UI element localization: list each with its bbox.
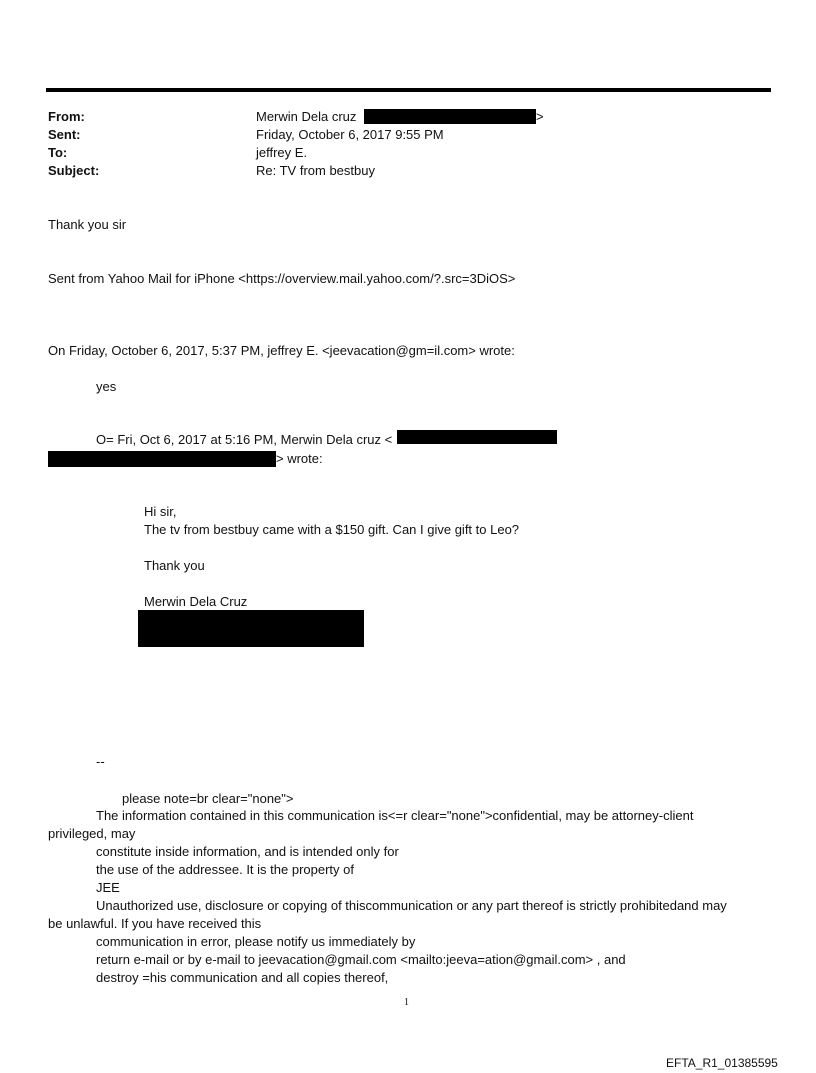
footer-dashes: -- [96,754,105,769]
reply-signature: Sent from Yahoo Mail for iPhone <https://overview.mail.yahoo.com/?.src=3DiOS> [48,271,516,286]
disclaimer-line: be unlawful. If you have received this [48,916,262,931]
redaction-signature-block [138,610,364,647]
redaction-sender-email-1 [397,430,557,444]
quote1-intro: On Friday, October 6, 2017, 5:37 PM, jeffrey E. <jeevacation@gm=il.com> wrote: [48,343,515,358]
quote2-intro-end: > wrote: [276,451,323,466]
disclaimer-line: Unauthorized use, disclosure or copying of thiscommunication or any part thereof is strictly prohibitedand may [96,898,727,913]
quote2-message: The tv from bestbuy came with a $150 gift. Can I give gift to Leo? [144,522,520,537]
quote2-thanks: Thank you [144,558,205,573]
redaction-sender-email-2 [48,451,276,467]
from-suffix: > [536,109,544,124]
quote2-name: Merwin Dela Cruz [144,594,248,609]
header-rule [46,88,771,92]
redaction-from-email [364,109,536,124]
disclaimer-line: the use of the addressee. It is the property of [96,862,354,877]
to-label: To: [48,145,68,160]
quote2-intro-start: O= Fri, Oct 6, 2017 at 5:16 PM, Merwin Dela cruz < [96,432,393,447]
disclaimer-line: JEE [96,880,120,895]
to-value: jeffrey E. [256,145,308,160]
sent-value: Friday, October 6, 2017 9:55 PM [256,127,444,142]
disclaimer-line: privileged, may [48,826,136,841]
disclaimer-line: destroy =his communication and all copies thereof, [96,970,389,985]
disclaimer-line: communication in error, please notify us immediately by [96,934,416,949]
sent-label: Sent: [48,127,81,142]
disclaimer-line: constitute inside information, and is intended only for [96,844,399,859]
quote1-text: yes [96,379,117,394]
document-id: EFTA_R1_01385595 [666,1056,778,1070]
page-number: 1 [404,997,409,1008]
subject-value: Re: TV from bestbuy [256,163,375,178]
subject-label: Subject: [48,163,100,178]
footer-note: please note=br clear="none"> [122,791,294,806]
disclaimer-line: The information contained in this communication is<=r clear="none">confidential, may be attorney-client [96,808,694,823]
disclaimer-line: return e-mail or by e-mail to jeevacation@gmail.com <mailto:jeeva=ation@gmail.com> , and [96,952,626,967]
from-value: Merwin Dela cruz [256,109,357,124]
from-label: From: [48,109,85,124]
reply-text: Thank you sir [48,217,127,232]
quote2-greeting: Hi sir, [144,504,177,519]
